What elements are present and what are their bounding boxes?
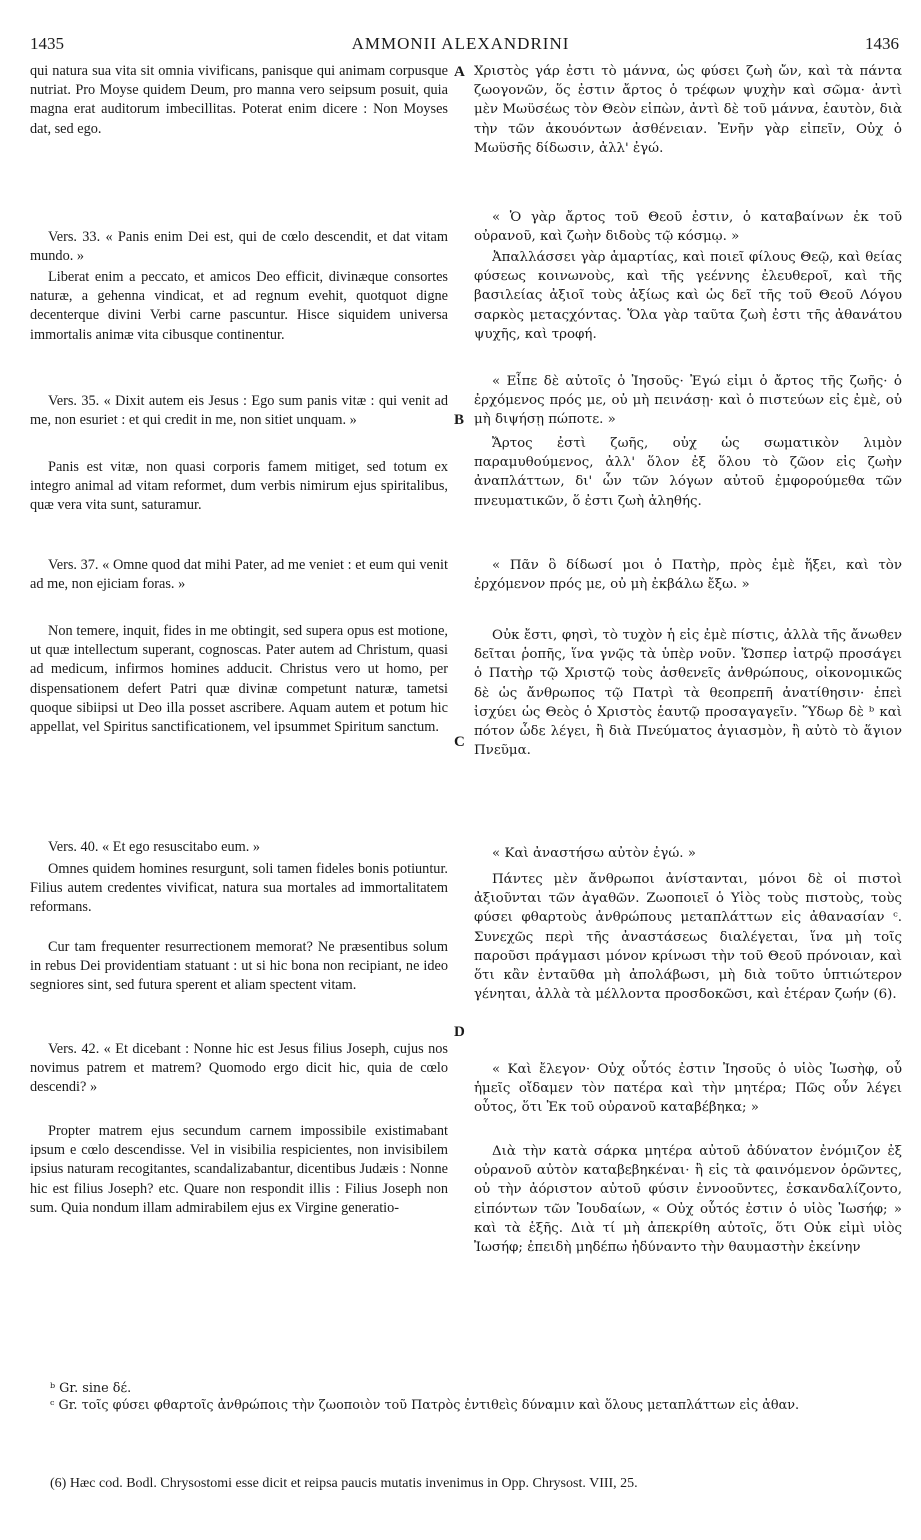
- latin-paragraph: qui natura sua vita sit omnia vivificans, panisque qui animam corpusque nutriat. Pro Moyse quidem Deum, pro manna vero seipsum posuit, quia magna erat auditorum imbecillitas. Poterat enim dicere : Non Moyses dat, sed ego.: [30, 63, 448, 137]
- latin-paragraph: Panis est vitæ, non quasi corporis famem mitiget, sed totum ex integro animal ad vitam reformet, dum verbis nimirum ejus spiritalibus, quæ vera vita sunt, saturamur.: [30, 459, 448, 514]
- greek-verse: « Πᾶν ὃ δίδωσί μοι ὁ Πατὴρ, πρὸς ἐμὲ ἥξει, καὶ τὸν ἐρχόμενον πρός με, οὐ μὴ ἐκβάλω ἔξω. »: [474, 558, 902, 593]
- greek-paragraph: Ἄρτος ἐστὶ ζωῆς, οὐχ ὡς σωματικὸν λιμὸν παραμυθούμενος, ἀλλ' ὅλον ἐξ ὅλου τὸ ζῶον εἰς ζωὴν ἀναπλάττων, δι' ὧν τῶν λόγων αὐτοῦ ἐμφορούμεθα τῶν πνευματικῶν, ὅ ἐστι ζωὴ ἀληθής.: [474, 436, 902, 509]
- greek-verse: « Ὁ γὰρ ἄρτος τοῦ Θεοῦ ἐστιν, ὁ καταβαίνων ἐκ τοῦ οὐρανοῦ, καὶ ζωὴν διδοὺς τῷ κόσμῳ. »: [474, 210, 902, 245]
- right-page-number: 1436: [865, 34, 899, 53]
- section-marker-a: A: [454, 64, 465, 80]
- latin-verse: Vers. 35. « Dixit autem eis Jesus : Ego sum panis vitæ : qui venit ad me, non esuriet : et qui credit in me, non sitiet unquam. »: [30, 393, 448, 429]
- latin-verse: Vers. 33. « Panis enim Dei est, qui de cœlo descendit, et dat vitam mundo. »: [30, 229, 448, 265]
- latin-paragraph: Non temere, inquit, fides in me obtingit, sed supera opus est motione, ut quæ intellectum superant, cognoscas. Pater autem ad Christum, quasi ad medicum, infirmos homines adducit. Christus vero ut homo, per dispensationem defert Patri quæ divinæ competunt naturæ, tametsi quoque sibiipsi ut Deo illa posset ascribere. Aquam autem et potum hic appellat, vel Spiritus sanctificationem, vel ipsummet Spiritum sanctum.: [30, 623, 448, 736]
- greek-verse: « Καὶ ἔλεγον· Οὐχ οὗτός ἐστιν Ἰησοῦς ὁ υἱὸς Ἰωσὴφ, οὗ ἡμεῖς οἴδαμεν τὸν πατέρα καὶ τὴν μητέρα; Πῶς οὖν λέγει οὗτος, ὅτι Ἐκ τοῦ οὐρανοῦ καταβέβηκα; »: [474, 1062, 902, 1116]
- footnotes: [50, 1380, 902, 1414]
- footnote-b: ᵇ Gr. sine δέ.: [50, 1381, 132, 1396]
- greek-paragraph: Οὐκ ἔστι, φησὶ, τὸ τυχὸν ἡ εἰς ἐμὲ πίστις, ἀλλὰ τῆς ἄνωθεν δεῖται ῥοπῆς, ἵνα γνῷς τὰ ὑπὲρ νοῦν. Ὥσπερ ἰατρῷ προσάγει ὁ Πατὴρ τῷ Χριστῷ τοὺς ἀσθενεῖς ἀνθρώπους, οἰκονομικῶς δὲ ὡς ἄνθρωπος τῷ Πατρὶ τὰ θεοπρεπῆ ἀνατίθησιν· ἐπεὶ ἰσχύει ὡς Θεὸς ὁ Χριστὸς ἑαυτῷ προσαγαγεῖν. Ὕδωρ δὲ ᵇ καὶ πότον ὧδε λέγει, ἢ διὰ Πνεύματος ἁγιασμὸν, ἢ αὐτὸ τὸ ἅγιον Πνεῦμα.: [474, 628, 902, 759]
- greek-paragraph: Χριστὸς γάρ ἐστι τὸ μάννα, ὡς φύσει ζωὴ ὤν, καὶ τὰ πάντα ζωογονῶν, ὅς ἐστιν ἄρτος ὁ τρέφων ψυχὴν καὶ σῶμα· ἀντὶ μὲν Μωϋσέως τὸν Θεὸν εἰπὼν, ἀντὶ δὲ τοῦ μάννα, ἑαυτὸν, διὰ τὴν τῶν ἀκουόντων ἀσθένειαν. Ἐνῆν γὰρ εἰπεῖν, Οὐχ ὁ Μωϋσῆς δίδωσιν, ἀλλ' ἐγώ.: [474, 64, 902, 156]
- greek-verse: « Καὶ ἀναστήσω αὐτὸν ἐγώ. »: [492, 846, 696, 861]
- section-marker-c: C: [454, 734, 465, 750]
- section-marker-b: B: [454, 412, 465, 428]
- latin-paragraph: Liberat enim a peccato, et amicos Deo efficit, divinæque consortes naturæ, a gehenna vindicat, et ad regnum evehit, quotquot digne decenterque divini Verbi carne pascuntur. Hisce siquidem universa immortalis animæ vita cibusque continentur.: [30, 269, 448, 343]
- left-page-number: 1435: [30, 34, 64, 53]
- greek-paragraph: Πάντες μὲν ἄνθρωποι ἀνίστανται, μόνοι δὲ οἱ πιστοὶ ἀξιοῦνται τῶν ἀγαθῶν. Ζωοποιεῖ ὁ Υἱὸς τοὺς πιστοὺς, τοὺς φύσει φθαρτοὺς ἀνθρώπους μεταπλάττων εἰς ἀθανασίαν ᶜ. Συνεχῶς περὶ τῆς ἀναστάσεως διαλέγεται, ἵνα μὴ τοῖς παροῦσι πράγμασι μόνον κρίνωσι τὴν τοῦ Θεοῦ πρόνοιαν, καὶ ὅτι κἂν ἐνταῦθα μὴ ἀπολάβωσι, μὴ διὰ τοῦτο ὑπτιώτερον γένηται, ἀλλὰ τὰ μέλλοντα προσδοκῶσι, καὶ ἑτέραν ζωήν (6).: [474, 872, 902, 1003]
- greek-paragraph: Ἀπαλλάσσει γὰρ ἁμαρτίας, καὶ ποιεῖ φίλους Θεῷ, καὶ θείας φύσεως κοινωνοὺς, καὶ τῆς γεέννης ἐλευθεροῖ, καὶ τῆς βασιλείας ἀξιοῖ τοὺς ἀξίως καὶ ὡς δεῖ τῆς τοῦ Θεοῦ Λόγου σαρκὸς μεταςχόντας. Ὅλα γὰρ ταῦτα ζωὴ ἐστι τῆς ἀθανάτου ψυχῆς, καὶ τροφή.: [474, 250, 902, 342]
- latin-paragraph: Propter matrem ejus secundum carnem impossibile existimabant ipsum e cœlo descendisse. Vel in visibilia respicientes, non invisibilem ipsius naturam recogitantes, scandalizabantur, dicentibus Judæis : Nonne hic est filius Joseph? etc. Quare non respondit illis : Filius Joseph non sum. Quia nondum illam admirabilem ejus ex Virgine generatio-: [30, 1123, 448, 1216]
- greek-verse: « Εἶπε δὲ αὐτοῖς ὁ Ἰησοῦς· Ἐγώ εἰμι ὁ ἄρτος τῆς ζωῆς· ὁ ἐρχόμενος πρός με, οὐ μὴ πεινάσῃ· καὶ ὁ πιστεύων εἰς ἐμὲ, οὐ μὴ διψήσῃ πώποτε. »: [474, 374, 902, 428]
- greek-paragraph: Διὰ τὴν κατὰ σάρκα μητέρα αὐτοῦ ἀδύνατον ἐνόμιζον ἐξ οὐρανοῦ αὐτὸν καταβεβηκέναι· ἢ εἰς τὰ φαινόμενον ὁρῶντες, οὐ τὴν ἀόριστον αὐτοῦ φύσιν ἐννοοῦντες, ἐσκανδαλίζοντο, εἰπόντων τῶν Ἰουδαίων, « Οὐχ οὗτός ἐστιν ὁ υἱὸς Ἰωσήφ; » καὶ τὰ ἑξῆς. Διὰ τί μὴ ἀπεκρίθη αὐτοῖς, ὅτι Οὐκ εἰμὶ υἱὸς Ἰωσήφ; ἐπειδὴ μηδέπω ἠδύναντο τὴν θαυμαστὴν ἐκείνην: [474, 1144, 902, 1256]
- latin-verse: Vers. 42. « Et dicebant : Nonne hic est Jesus filius Joseph, cujus nos novimus patrem et matrem? Quomodo ergo dicit hic, quia de cœlo descendi? »: [30, 1041, 448, 1096]
- running-title: AMMONII ALEXANDRINI: [351, 34, 570, 53]
- latin-paragraph: Omnes quidem homines resurgunt, soli tamen fideles bonis potiuntur. Filius autem credentes vivificat, natura sua mortales ad immortalitatem reformans.: [30, 861, 448, 916]
- editor-note-6: (6) Hæc cod. Bodl. Chrysostomi esse dicit et reipsa paucis mutatis invenimus in Opp. Chrysost. VIII, 25.: [50, 1476, 638, 1491]
- section-marker-d: D: [454, 1024, 465, 1040]
- latin-verse: Vers. 37. « Omne quod dat mihi Pater, ad me veniet : et eum qui venit ad me, non ejiciam foras. »: [30, 557, 448, 593]
- latin-paragraph: Cur tam frequenter resurrectionem memorat? Ne præsentibus solum in rebus Dei providentiam statuant : ut si hic bona non recipiant, ne ideo segniores sint, sed futura sperent et aliam spectent vitam.: [30, 939, 448, 994]
- latin-verse: Vers. 40. « Et ego resuscitabo eum. »: [48, 839, 261, 855]
- footnote-c: ᶜ Gr. τοῖς φύσει φθαρτοῖς ἀνθρώποις τὴν ζωοποιὸν τοῦ Πατρὸς ἐντιθεὶς δύναμιν καὶ ὅλους μεταπλάττων εἰς ἀθαν.: [50, 1398, 800, 1413]
